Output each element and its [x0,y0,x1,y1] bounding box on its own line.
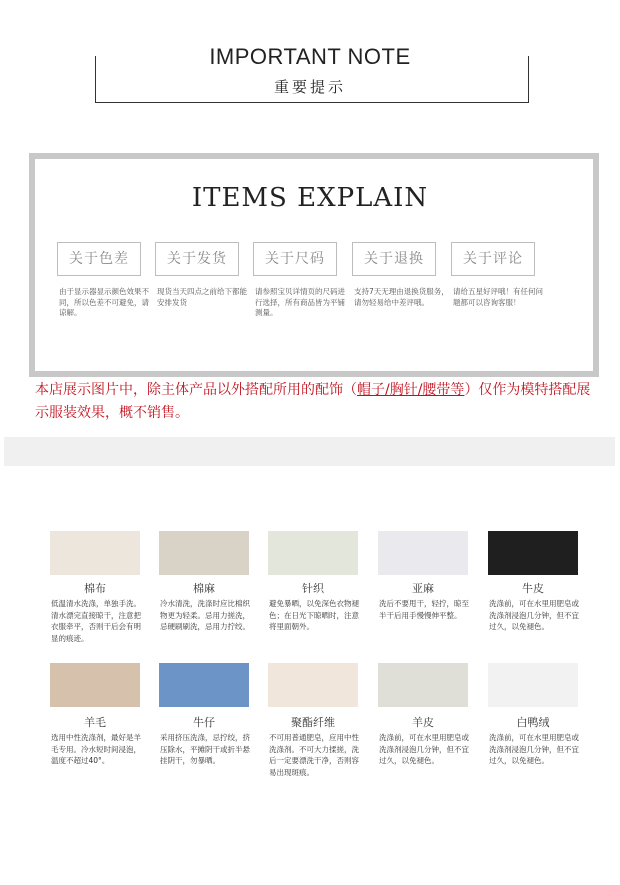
fabric-care-description: 避免暴晒，以免深色衣物褪色；在日光下晾晒时，注意将里面朝外。 [269,599,359,631]
color-difference-description: 由于显示器显示颜色效果不同，所以色差不可避免，请谅解。 [59,287,149,317]
section-divider [4,437,615,466]
cowhide-swatch-icon [488,531,578,575]
sheepskin-swatch-icon [378,663,468,707]
polyester-swatch-icon [268,663,358,707]
flax-swatch-icon [378,531,468,575]
fabric-care-description: 洗涤前，可在水里用肥皂或洗涤剂浸泡几分钟，但不宜过久，以免褪色。 [489,733,579,765]
important-note-title: IMPORTANT NOTE [209,44,411,69]
disclaimer-text-2: ）仅作为模特搭配展示服装效果，概不销售。 [35,382,591,421]
fabric-care-description: 采用挤压洗涤，忌拧绞，挤压除水，平摊阴干或折半悬挂阴干，勿暴晒。 [160,733,250,765]
fabric-name: 羊皮 [412,716,434,729]
fabric-name: 羊毛 [84,716,106,729]
returns-description: 支持7天无理由退换货服务，请勿轻易给中差评哦。 [354,287,449,307]
fabric-care-description: 选用中性洗涤剂，最好是羊毛专用。冷水短时间浸泡，温度不超过40°。 [51,733,141,765]
cotton-swatch-icon [50,531,140,575]
fabric-care-description: 洗涤前，可在水里用肥皂或洗涤剂浸泡几分钟，但不宜过久，以免褪色。 [379,733,469,765]
fabric-name: 牛仔 [193,716,215,729]
fabric-care-description: 洗后不要甩干，轻拧，晾至半干后用手慢慢伸平整。 [379,599,469,620]
accessory-disclaimer [35,379,595,425]
fabric-care-description: 冷水清洗，洗涤时应比棉织物更为轻柔。忌用力搓洗，忌硬刷刷洗，忌用力拧绞。 [160,599,250,631]
disclaimer-text-1: 本店展示图片中，除主体产品以外搭配所用的配饰（ [35,382,357,398]
tab-size: 关于尺码 [253,242,337,276]
fabric-name: 牛皮 [522,582,544,595]
important-note-subtitle: 重要提示 [273,78,346,96]
size-description: 请参照宝贝详情页的尺码进行选择，所有商品皆为平铺测量。 [255,287,345,317]
fabric-name: 针织 [302,582,324,595]
linen-swatch-icon [159,531,249,575]
duck-down-swatch-icon [488,663,578,707]
wool-swatch-icon [50,663,140,707]
tab-color-difference: 关于色差 [57,242,141,276]
denim-swatch-icon [159,663,249,707]
reviews-description: 请给五星好评哦！有任何问题都可以咨询客服！ [453,287,543,307]
tab-returns: 关于退换 [352,242,436,276]
tab-shipping: 关于发货 [155,242,239,276]
knit-swatch-icon [268,531,358,575]
fabric-care-description: 不可用普通肥皂，应用中性洗涤剂。不可大力揉搓，洗后一定要漂洗干净，否则容易出现斑痕。 [269,733,359,777]
fabric-name: 白鸭绒 [516,716,550,729]
fabric-name: 棉布 [84,582,106,595]
fabric-care-description: 低温清水洗涤，单独手洗。清水漂完直接晾干，注意把衣服牵平，否则干后会有明显的痕迹。 [51,599,141,643]
shipping-description: 现货当天四点之前给下都能安排发货 [157,287,247,307]
fabric-name: 棉麻 [193,582,215,595]
disclaimer-accessories: 帽子/胸针/腰带等 [357,382,465,398]
fabric-name: 聚酯纤维 [291,716,335,729]
fabric-care-description: 洗涤前，可在水里用肥皂或洗涤剂浸泡几分钟，但不宜过久，以免褪色。 [489,599,579,631]
fabric-name: 亚麻 [412,582,434,595]
tab-reviews: 关于评论 [451,242,535,276]
items-explain-title: ITEMS EXPLAIN [191,183,429,213]
